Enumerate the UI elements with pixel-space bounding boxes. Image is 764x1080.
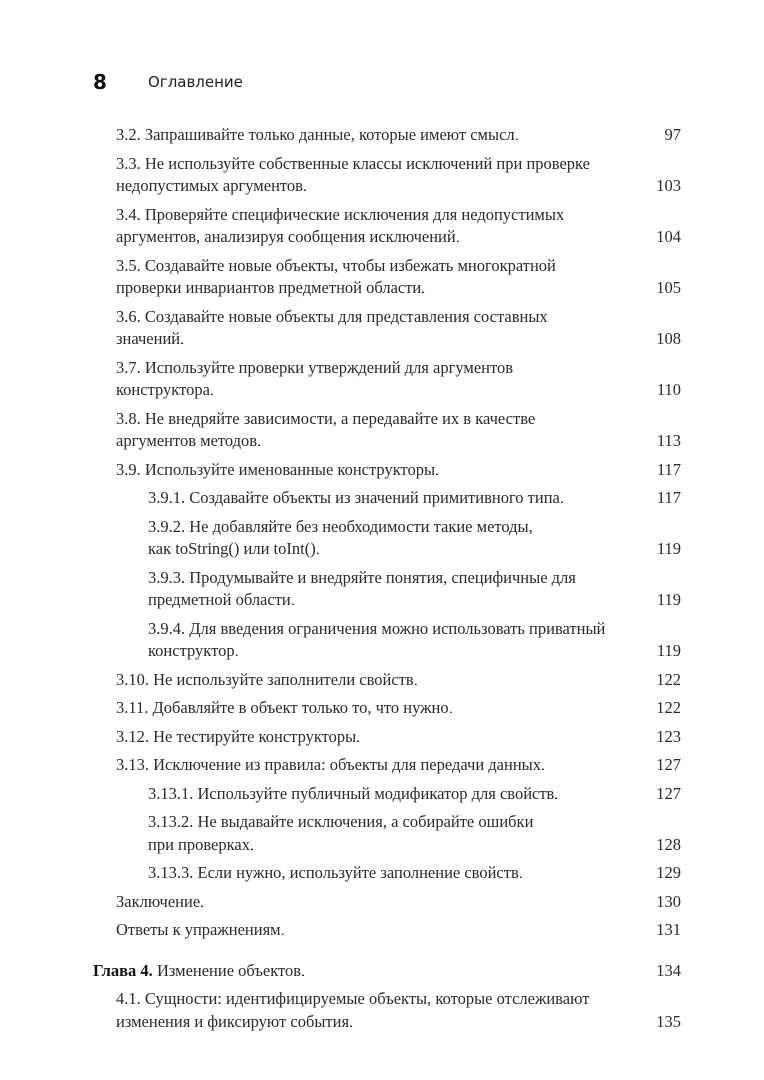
toc-entry-title: 3.10. Не используйте заполнители свойств — [116, 669, 414, 689]
toc-entry-line — [116, 306, 681, 329]
toc-entry-line — [116, 226, 681, 251]
toc-entry-line — [116, 379, 681, 404]
toc-entry-title: конструктор — [148, 641, 235, 660]
toc-entry-title: 3.13. Исключение из правила: объекты для передачи данных — [116, 755, 541, 774]
toc-entry-title: 3.13.3. Если нужно, используйте заполнение свойств — [148, 863, 519, 882]
toc-entry-title: 3.12. Не тестируйте конструкторы — [116, 726, 357, 746]
toc-chapter-entry[interactable] — [93, 960, 681, 985]
dot-leader — [304, 175, 655, 200]
toc-entry-line — [116, 988, 681, 1011]
dot-leader — [542, 754, 655, 779]
toc-entry[interactable] — [93, 204, 681, 251]
toc-entry[interactable] — [93, 408, 681, 455]
toc-page-number: 128 — [656, 834, 681, 854]
toc-entry-line — [116, 697, 681, 722]
dot-leader — [282, 919, 656, 944]
toc-page-number: 110 — [656, 380, 681, 399]
toc-entry[interactable] — [93, 697, 681, 722]
toc-entry-line — [148, 516, 681, 539]
toc-entry[interactable] — [93, 357, 681, 404]
toc-entry-line — [148, 567, 681, 590]
toc-page-number: 127 — [656, 783, 681, 803]
dot-leader — [357, 726, 655, 751]
toc-entry-title: 3.6. Создавайте новые объекты для представления составных — [116, 306, 548, 326]
toc-entry-title: 3.7. Используйте проверки утверждений для аргументов — [116, 357, 514, 377]
toc-entry[interactable] — [93, 783, 681, 808]
toc-entry-title: 3.5. Создавайте новые объекты, чтобы избежать многократной — [116, 255, 556, 275]
toc-page-number: 117 — [656, 488, 681, 507]
toc-entry-title: 3.11. Добавляйте в объект только то, что нужно — [116, 698, 449, 717]
toc-entry-line — [116, 175, 681, 200]
toc-entry-title: Заключение — [116, 891, 201, 911]
toc-page-number: 113 — [656, 431, 681, 450]
toc-entry-line — [148, 783, 681, 808]
toc-entry[interactable] — [93, 516, 681, 563]
toc-page-number: 103 — [656, 176, 681, 195]
dot-leader — [181, 328, 655, 353]
toc-entry-line — [148, 811, 681, 834]
dot-leader — [258, 430, 656, 455]
toc-entry-title: 3.3. Не используйте собственные классы исключений при проверке — [116, 153, 590, 173]
toc-entry-title: проверки инвариантов предметной области — [116, 278, 422, 297]
toc-entry-title: 3.9.3. Продумывайте и внедряйте понятия, специфичные для — [148, 567, 576, 587]
toc-entry-title: 3.8. Не внедряйте зависимости, а передавайте их в качестве — [116, 408, 536, 428]
toc-entry-title: 3.9.4. Для введения ограничения можно использовать приватный — [148, 618, 606, 638]
toc-entry-title: аргументов методов — [116, 431, 258, 450]
toc-entry-title: 3.2. Запрашивайте только данные, которые имеют смысл — [116, 125, 515, 144]
toc-entry-title: 3.4. Проверяйте специфические исключения для недопустимых — [116, 204, 565, 224]
toc-entry-line — [116, 459, 681, 484]
toc-page-number: 131 — [656, 920, 681, 939]
dot-leader — [201, 891, 655, 916]
toc-entry-title: 3.13.2. Не выдавайте исключения, а собирайте ошибки — [148, 812, 534, 831]
dot-leader — [415, 669, 656, 694]
toc-entry-line — [148, 538, 681, 563]
toc-entry[interactable] — [93, 669, 681, 694]
toc-entry-line — [116, 430, 681, 455]
toc-page-number: 130 — [656, 891, 681, 911]
toc-entry-line — [116, 726, 681, 751]
toc-entry[interactable] — [93, 862, 681, 887]
page-number: 8 — [93, 70, 107, 94]
running-title: Оглавление — [148, 73, 243, 91]
dot-leader — [350, 1011, 655, 1036]
toc-entry[interactable] — [93, 255, 681, 302]
toc-entry[interactable] — [93, 726, 681, 751]
dot-leader — [236, 640, 656, 665]
toc-entry-line — [116, 754, 681, 779]
toc-page-number: 123 — [656, 726, 681, 746]
toc-entry[interactable] — [93, 811, 681, 858]
toc-entry[interactable] — [93, 487, 681, 512]
toc-entry-line — [116, 328, 681, 353]
toc-page-number: 129 — [656, 863, 681, 882]
toc-entry-title: 3.9.1. Создавайте объекты из значений примитивного типа — [148, 488, 560, 507]
toc-entry-line — [148, 487, 681, 512]
dot-leader — [251, 834, 655, 859]
toc-entry-line — [116, 891, 681, 916]
toc-entry-line — [148, 640, 681, 665]
toc-entry-title: недопустимых аргументов — [116, 176, 303, 195]
toc-entry-line — [116, 255, 681, 278]
dot-leader — [561, 487, 656, 512]
toc-entry-title: Изменение объектов — [156, 960, 302, 980]
toc-entry[interactable] — [93, 124, 681, 149]
toc-page-number: 97 — [664, 125, 681, 144]
toc-entry-title: значений — [116, 329, 181, 348]
toc-entry-title: 3.13.1. Используйте публичный модификатор для свойств — [148, 783, 555, 803]
toc-entry[interactable] — [93, 567, 681, 614]
toc-entry-title: аргументов, анализируя сообщения исключений — [116, 227, 456, 246]
toc-page-number: 119 — [656, 539, 681, 558]
toc-page-number: 104 — [656, 227, 681, 246]
dot-leader — [516, 124, 664, 149]
dot-leader — [292, 589, 656, 614]
toc-entry-title: конструктора — [116, 380, 210, 399]
dot-leader — [317, 538, 656, 563]
toc-page-number: 122 — [656, 669, 681, 689]
dot-leader — [302, 960, 655, 985]
toc-entry-line — [116, 669, 681, 694]
dot-leader — [555, 783, 655, 808]
table-of-contents — [93, 124, 681, 1039]
toc-page-number: 135 — [656, 1011, 681, 1031]
toc-entry-line — [116, 357, 681, 380]
toc-page-number: 119 — [656, 641, 681, 660]
toc-entry-line — [93, 960, 681, 985]
toc-entry-title: предметной области — [148, 590, 291, 609]
toc-entry[interactable] — [93, 919, 681, 944]
toc-entry-line — [148, 862, 681, 887]
toc-entry[interactable] — [93, 754, 681, 779]
toc-page-number: 119 — [656, 590, 681, 609]
toc-entry[interactable] — [93, 306, 681, 353]
dot-leader — [457, 226, 656, 251]
toc-entry-line — [116, 277, 681, 302]
dot-leader — [520, 862, 655, 887]
toc-entry-line — [116, 919, 681, 944]
toc-entry-title: при проверках — [148, 834, 250, 854]
toc-entry-title: 3.9.2. Не добавляйте без необходимости такие методы, — [148, 516, 533, 536]
toc-entry-line — [116, 204, 681, 227]
toc-entry-line — [116, 1011, 681, 1036]
toc-entry[interactable] — [93, 618, 681, 665]
dot-leader — [436, 459, 656, 484]
toc-entry-line — [148, 834, 681, 859]
toc-entry-title: как toString() или toInt() — [148, 539, 316, 558]
toc-entry[interactable] — [93, 891, 681, 916]
dot-leader — [450, 697, 656, 722]
toc-entry-line — [116, 124, 681, 149]
toc-entry-line — [148, 589, 681, 614]
toc-page-number: 122 — [656, 698, 681, 717]
toc-entry[interactable] — [93, 459, 681, 484]
toc-entry-title: 4.1. Сущности: идентифицируемые объекты, которые отслеживают — [116, 989, 590, 1008]
chapter-label: Глава 4. — [93, 960, 153, 980]
toc-entry-title: изменения и фиксируют события — [116, 1011, 350, 1031]
toc-page-number: 108 — [656, 329, 681, 348]
toc-entry[interactable] — [93, 153, 681, 200]
toc-entry-line — [116, 408, 681, 431]
toc-page-number: 105 — [656, 278, 681, 297]
toc-entry[interactable] — [93, 988, 681, 1035]
toc-entry-title: Ответы к упражнениям — [116, 920, 281, 939]
toc-page-number: 127 — [656, 755, 681, 774]
dot-leader — [211, 379, 656, 404]
toc-page-number: 117 — [656, 459, 681, 479]
toc-entry-line — [148, 618, 681, 641]
toc-entry-title: 3.9. Используйте именованные конструкторы — [116, 459, 436, 479]
dot-leader — [422, 277, 655, 302]
toc-entry-line — [116, 153, 681, 176]
toc-page-number: 134 — [656, 960, 681, 980]
